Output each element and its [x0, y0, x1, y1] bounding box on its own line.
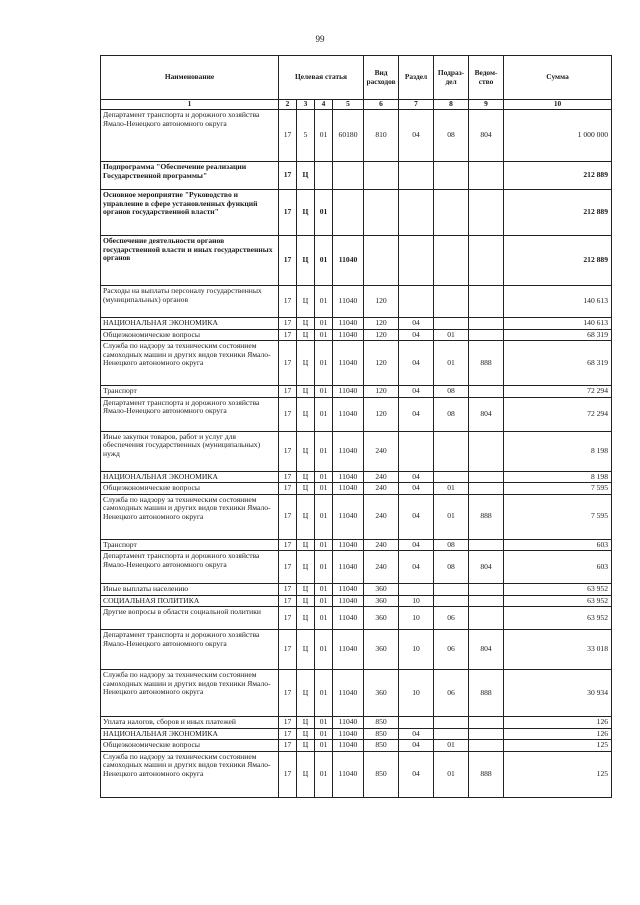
cell-name: НАЦИОНАЛЬНАЯ ЭКОНОМИКА [101, 728, 279, 740]
cell-program: 17 [279, 162, 297, 190]
cell-event: 01 [315, 386, 333, 398]
cell-name: Общеэкономические вопросы [101, 740, 279, 752]
cell-sum: 212 889 [504, 236, 612, 286]
cell-department: 804 [469, 551, 504, 584]
cell-sum: 140 613 [504, 318, 612, 330]
table-row [101, 286, 612, 318]
cell-direction: 11040 [333, 670, 364, 717]
table-row [101, 318, 612, 330]
cell-subprogram: Ц [297, 386, 315, 398]
cell-program: 17 [279, 190, 297, 236]
table-row [101, 329, 612, 341]
cell-section: 10 [399, 630, 434, 670]
cell-subsection [434, 431, 469, 471]
cell-subsection: 01 [434, 329, 469, 341]
cell-subprogram: Ц [297, 329, 315, 341]
cell-direction: 11040 [333, 483, 364, 495]
column-numbers-row [101, 100, 612, 110]
cell-direction: 11040 [333, 607, 364, 630]
cell-sum: 33 018 [504, 630, 612, 670]
column-number: 1 [101, 100, 279, 110]
cell-event: 01 [315, 329, 333, 341]
cell-name: Департамент транспорта и дорожного хозяйства Ямало-Ненецкого автономного округа [101, 630, 279, 670]
table-row [101, 751, 612, 797]
cell-subprogram: Ц [297, 471, 315, 483]
cell-event: 01 [315, 670, 333, 717]
cell-sum: 126 [504, 728, 612, 740]
cell-program: 17 [279, 539, 297, 551]
cell-direction: 11040 [333, 386, 364, 398]
cell-department: 804 [469, 397, 504, 431]
cell-name: Основное мероприятие "Руководство и управление в сфере установленных функций органов государственной власти" [101, 190, 279, 236]
cell-name: Транспорт [101, 539, 279, 551]
cell-subsection [434, 471, 469, 483]
cell-event: 01 [315, 110, 333, 162]
cell-sum: 63 952 [504, 607, 612, 630]
cell-department: 888 [469, 751, 504, 797]
cell-program: 17 [279, 717, 297, 729]
cell-event: 01 [315, 551, 333, 584]
cell-direction: 11040 [333, 728, 364, 740]
cell-direction: 11040 [333, 236, 364, 286]
cell-event: 01 [315, 717, 333, 729]
cell-section: 04 [399, 483, 434, 495]
cell-subsection: 06 [434, 607, 469, 630]
cell-expense-type: 360 [364, 584, 399, 596]
cell-direction: 11040 [333, 539, 364, 551]
cell-program: 17 [279, 318, 297, 330]
cell-direction: 11040 [333, 318, 364, 330]
cell-section: 04 [399, 318, 434, 330]
cell-expense-type: 360 [364, 595, 399, 607]
cell-sum: 125 [504, 751, 612, 797]
cell-event: 01 [315, 740, 333, 752]
cell-sum: 212 889 [504, 190, 612, 236]
cell-section: 04 [399, 329, 434, 341]
cell-expense-type: 850 [364, 717, 399, 729]
table-row [101, 630, 612, 670]
header-department: Ведом-ство [469, 56, 504, 100]
cell-event: 01 [315, 483, 333, 495]
cell-department [469, 539, 504, 551]
cell-subprogram: 5 [297, 110, 315, 162]
cell-expense-type: 120 [364, 397, 399, 431]
cell-section: 10 [399, 607, 434, 630]
cell-expense-type: 850 [364, 751, 399, 797]
cell-subsection [434, 584, 469, 596]
cell-department [469, 717, 504, 729]
cell-subprogram: Ц [297, 483, 315, 495]
cell-sum: 8 198 [504, 431, 612, 471]
cell-subsection [434, 190, 469, 236]
cell-direction: 11040 [333, 717, 364, 729]
cell-direction: 11040 [333, 740, 364, 752]
cell-subsection [434, 286, 469, 318]
cell-department [469, 286, 504, 318]
column-number: 7 [399, 100, 434, 110]
cell-event: 01 [315, 728, 333, 740]
cell-subsection [434, 717, 469, 729]
cell-section: 04 [399, 386, 434, 398]
cell-department [469, 471, 504, 483]
cell-subprogram: Ц [297, 751, 315, 797]
cell-name: Служба по надзору за техническим состоянием самоходных машин и других видов техники Ямало-Ненецкого автономного округа [101, 670, 279, 717]
cell-event: 01 [315, 286, 333, 318]
cell-program: 17 [279, 236, 297, 286]
table-row [101, 584, 612, 596]
cell-program: 17 [279, 397, 297, 431]
cell-name: Транспорт [101, 386, 279, 398]
cell-subprogram: Ц [297, 397, 315, 431]
cell-sum: 603 [504, 551, 612, 584]
cell-direction [333, 162, 364, 190]
cell-program: 17 [279, 431, 297, 471]
cell-event: 01 [315, 318, 333, 330]
cell-sum: 68 319 [504, 341, 612, 386]
cell-expense-type: 360 [364, 670, 399, 717]
cell-expense-type: 810 [364, 110, 399, 162]
cell-sum: 140 613 [504, 286, 612, 318]
cell-sum: 63 952 [504, 584, 612, 596]
cell-name: НАЦИОНАЛЬНАЯ ЭКОНОМИКА [101, 471, 279, 483]
cell-sum: 68 319 [504, 329, 612, 341]
cell-program: 17 [279, 329, 297, 341]
cell-event: 01 [315, 751, 333, 797]
table-row [101, 341, 612, 386]
cell-sum: 8 198 [504, 471, 612, 483]
budget-table [100, 55, 612, 798]
cell-name: Служба по надзору за техническим состоянием самоходных машин и других видов техники Ямало-Ненецкого автономного округа [101, 751, 279, 797]
cell-subsection: 08 [434, 397, 469, 431]
table-row [101, 551, 612, 584]
cell-sum: 30 934 [504, 670, 612, 717]
cell-subprogram: Ц [297, 286, 315, 318]
cell-department [469, 728, 504, 740]
cell-direction: 11040 [333, 341, 364, 386]
cell-program: 17 [279, 551, 297, 584]
cell-name: Служба по надзору за техническим состоянием самоходных машин и других видов техники Ямало-Ненецкого автономного округа [101, 341, 279, 386]
cell-section: 04 [399, 728, 434, 740]
cell-subprogram: Ц [297, 728, 315, 740]
cell-event: 01 [315, 539, 333, 551]
cell-name: Другие вопросы в области социальной политики [101, 607, 279, 630]
table-row [101, 236, 612, 286]
cell-subprogram: Ц [297, 717, 315, 729]
cell-name: Департамент транспорта и дорожного хозяйства Ямало-Ненецкого автономного округа [101, 551, 279, 584]
table-row [101, 110, 612, 162]
cell-subsection: 08 [434, 110, 469, 162]
cell-sum: 603 [504, 539, 612, 551]
header-sum: Сумма [504, 56, 612, 100]
cell-section [399, 286, 434, 318]
cell-section [399, 431, 434, 471]
cell-subprogram: Ц [297, 431, 315, 471]
column-number: 5 [333, 100, 364, 110]
cell-subsection: 01 [434, 740, 469, 752]
cell-sum: 126 [504, 717, 612, 729]
cell-program: 17 [279, 595, 297, 607]
cell-subsection: 01 [434, 494, 469, 539]
cell-direction: 11040 [333, 630, 364, 670]
cell-program: 17 [279, 584, 297, 596]
cell-subprogram: Ц [297, 494, 315, 539]
cell-expense-type: 240 [364, 431, 399, 471]
cell-sum: 1 000 000 [504, 110, 612, 162]
cell-subprogram: Ц [297, 630, 315, 670]
cell-subprogram: Ц [297, 236, 315, 286]
cell-subsection: 08 [434, 386, 469, 398]
cell-subsection [434, 162, 469, 190]
cell-subsection: 01 [434, 341, 469, 386]
table-row [101, 595, 612, 607]
cell-department [469, 190, 504, 236]
cell-subprogram: Ц [297, 670, 315, 717]
cell-section [399, 584, 434, 596]
cell-subsection [434, 318, 469, 330]
table-row [101, 386, 612, 398]
column-number: 4 [315, 100, 333, 110]
cell-department: 888 [469, 494, 504, 539]
cell-department: 804 [469, 630, 504, 670]
cell-subprogram: Ц [297, 607, 315, 630]
cell-subsection: 01 [434, 483, 469, 495]
cell-section: 04 [399, 494, 434, 539]
cell-section: 10 [399, 670, 434, 717]
cell-direction: 11040 [333, 471, 364, 483]
cell-sum: 212 889 [504, 162, 612, 190]
cell-event [315, 162, 333, 190]
cell-sum: 125 [504, 740, 612, 752]
page-number: 99 [315, 34, 325, 44]
cell-section [399, 236, 434, 286]
cell-name: Уплата налогов, сборов и иных платежей [101, 717, 279, 729]
cell-sum: 72 294 [504, 397, 612, 431]
cell-section: 04 [399, 341, 434, 386]
cell-expense-type: 120 [364, 286, 399, 318]
cell-program: 17 [279, 751, 297, 797]
cell-name: Общеэкономические вопросы [101, 329, 279, 341]
cell-name: Расходы на выплаты персоналу государственных (муниципальных) органов [101, 286, 279, 318]
cell-expense-type: 360 [364, 607, 399, 630]
cell-program: 17 [279, 494, 297, 539]
cell-expense-type: 850 [364, 728, 399, 740]
header-name: Наименование [101, 56, 279, 100]
cell-event: 01 [315, 494, 333, 539]
cell-event: 01 [315, 397, 333, 431]
column-number: 9 [469, 100, 504, 110]
cell-section: 04 [399, 551, 434, 584]
table-row [101, 717, 612, 729]
cell-event: 01 [315, 190, 333, 236]
cell-department [469, 607, 504, 630]
cell-section: 04 [399, 751, 434, 797]
table-row [101, 539, 612, 551]
cell-section: 04 [399, 397, 434, 431]
cell-name: Общеэкономические вопросы [101, 483, 279, 495]
cell-direction: 11040 [333, 494, 364, 539]
cell-name: Обеспечение деятельности органов государственной власти и иных государственных органов [101, 236, 279, 286]
cell-section: 04 [399, 471, 434, 483]
cell-name: Департамент транспорта и дорожного хозяйства Ямало-Ненецкого автономного округа [101, 397, 279, 431]
cell-expense-type: 240 [364, 494, 399, 539]
cell-department: 804 [469, 110, 504, 162]
cell-program: 17 [279, 110, 297, 162]
cell-name: Служба по надзору за техническим состоянием самоходных машин и других видов техники Ямало-Ненецкого автономного округа [101, 494, 279, 539]
cell-section: 04 [399, 740, 434, 752]
cell-direction: 11040 [333, 595, 364, 607]
cell-program: 17 [279, 286, 297, 318]
cell-department [469, 318, 504, 330]
cell-subprogram: Ц [297, 551, 315, 584]
cell-name: Департамент транспорта и дорожного хозяйства Ямало-Ненецкого автономного округа [101, 110, 279, 162]
table-row [101, 607, 612, 630]
cell-subprogram: Ц [297, 341, 315, 386]
table-row [101, 471, 612, 483]
cell-expense-type [364, 162, 399, 190]
cell-subsection: 01 [434, 751, 469, 797]
cell-event: 01 [315, 431, 333, 471]
cell-section: 04 [399, 110, 434, 162]
cell-program: 17 [279, 740, 297, 752]
cell-event: 01 [315, 471, 333, 483]
table-row [101, 190, 612, 236]
column-number: 3 [297, 100, 315, 110]
table-row [101, 670, 612, 717]
cell-expense-type: 850 [364, 740, 399, 752]
cell-expense-type: 120 [364, 318, 399, 330]
cell-expense-type: 120 [364, 329, 399, 341]
cell-section [399, 717, 434, 729]
cell-program: 17 [279, 386, 297, 398]
cell-department [469, 483, 504, 495]
cell-subsection [434, 595, 469, 607]
cell-program: 17 [279, 728, 297, 740]
cell-direction: 60180 [333, 110, 364, 162]
cell-section [399, 190, 434, 236]
cell-department [469, 595, 504, 607]
cell-subprogram: Ц [297, 595, 315, 607]
cell-direction: 11040 [333, 584, 364, 596]
cell-subprogram: Ц [297, 539, 315, 551]
cell-direction: 11040 [333, 751, 364, 797]
cell-direction: 11040 [333, 397, 364, 431]
cell-department: 888 [469, 670, 504, 717]
cell-program: 17 [279, 341, 297, 386]
cell-expense-type [364, 236, 399, 286]
cell-name: СОЦИАЛЬНАЯ ПОЛИТИКА [101, 595, 279, 607]
cell-event: 01 [315, 236, 333, 286]
table-header-row [101, 56, 612, 100]
cell-name: НАЦИОНАЛЬНАЯ ЭКОНОМИКА [101, 318, 279, 330]
cell-subsection: 08 [434, 539, 469, 551]
cell-department [469, 236, 504, 286]
cell-program: 17 [279, 483, 297, 495]
cell-program: 17 [279, 630, 297, 670]
cell-direction [333, 190, 364, 236]
cell-subprogram: Ц [297, 318, 315, 330]
cell-expense-type: 120 [364, 341, 399, 386]
cell-subsection [434, 236, 469, 286]
cell-department: 888 [469, 341, 504, 386]
cell-sum: 7 595 [504, 494, 612, 539]
cell-expense-type: 240 [364, 539, 399, 551]
cell-subsection [434, 728, 469, 740]
table-row [101, 483, 612, 495]
cell-department [469, 162, 504, 190]
table-row [101, 728, 612, 740]
table-row [101, 740, 612, 752]
cell-program: 17 [279, 607, 297, 630]
cell-subprogram: Ц [297, 190, 315, 236]
table-row [101, 431, 612, 471]
cell-direction: 11040 [333, 551, 364, 584]
cell-expense-type: 240 [364, 483, 399, 495]
cell-department [469, 740, 504, 752]
cell-event: 01 [315, 584, 333, 596]
cell-name: Иные выплаты населению [101, 584, 279, 596]
cell-department [469, 329, 504, 341]
cell-sum: 63 952 [504, 595, 612, 607]
header-section: Раздел [399, 56, 434, 100]
cell-subprogram: Ц [297, 584, 315, 596]
cell-sum: 72 294 [504, 386, 612, 398]
column-number: 2 [279, 100, 297, 110]
header-expense-type: Вид расходов [364, 56, 399, 100]
cell-name: Подпрограмма "Обеспечение реализации Государственной программы" [101, 162, 279, 190]
cell-event: 01 [315, 607, 333, 630]
cell-department [469, 431, 504, 471]
cell-direction: 11040 [333, 286, 364, 318]
cell-expense-type: 240 [364, 551, 399, 584]
cell-program: 17 [279, 670, 297, 717]
header-target-article: Целевая статья [279, 56, 364, 100]
cell-expense-type: 360 [364, 630, 399, 670]
cell-event: 01 [315, 630, 333, 670]
cell-expense-type: 120 [364, 386, 399, 398]
cell-event: 01 [315, 595, 333, 607]
table-row [101, 494, 612, 539]
cell-expense-type [364, 190, 399, 236]
cell-department [469, 584, 504, 596]
cell-subsection: 06 [434, 670, 469, 717]
cell-direction: 11040 [333, 431, 364, 471]
cell-section: 04 [399, 539, 434, 551]
cell-event: 01 [315, 341, 333, 386]
column-number: 8 [434, 100, 469, 110]
table-row [101, 162, 612, 190]
header-subsection: Подраз-дел [434, 56, 469, 100]
column-number: 10 [504, 100, 612, 110]
cell-direction: 11040 [333, 329, 364, 341]
cell-subsection: 06 [434, 630, 469, 670]
cell-department [469, 386, 504, 398]
cell-subsection: 08 [434, 551, 469, 584]
cell-program: 17 [279, 471, 297, 483]
cell-subprogram: Ц [297, 162, 315, 190]
cell-sum: 7 595 [504, 483, 612, 495]
cell-name: Иные закупки товаров, работ и услуг для обеспечения государственных (муниципальных) нужд [101, 431, 279, 471]
cell-expense-type: 240 [364, 471, 399, 483]
cell-section [399, 162, 434, 190]
table-row [101, 397, 612, 431]
cell-subprogram: Ц [297, 740, 315, 752]
cell-section: 10 [399, 595, 434, 607]
column-number: 6 [364, 100, 399, 110]
